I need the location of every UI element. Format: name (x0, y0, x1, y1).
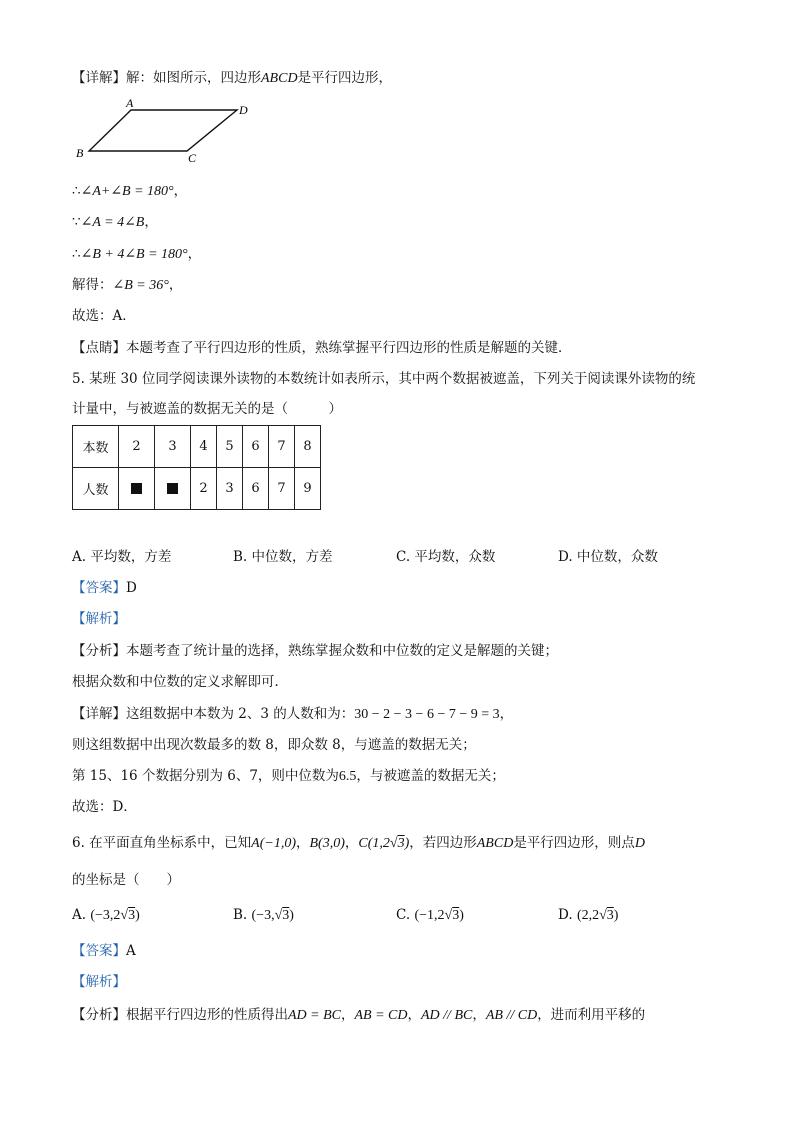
vertex-d-label: D (239, 103, 248, 117)
detail-tag: 【详解】 (72, 706, 126, 722)
parallelogram-shape (89, 110, 237, 151)
q5-analysis-tag: 【解析】 (72, 611, 126, 627)
step-suffix: ， (168, 277, 183, 293)
detail-tag: 【详解】 (72, 70, 126, 86)
detail-suffix: ，与被遮盖的数据无关； (356, 768, 505, 784)
vertex-c-label: C (188, 151, 197, 165)
option-radicand: 3 (282, 908, 290, 923)
point-c-pre: C(1,2 (358, 836, 390, 851)
option-radicand: 3 (128, 908, 136, 923)
detail-text: 第 15、16 个数据分别为 6、7，则中位数为 (72, 768, 339, 784)
fenxi-math: AB = CD (354, 1008, 408, 1023)
step-prefix: 解得： (72, 277, 113, 293)
fenxi-math: AD = BC (288, 1008, 341, 1023)
q5-answer-line (72, 578, 137, 598)
table-cell: 6 (243, 468, 269, 510)
q5-option-d: D. 中位数，众数 (558, 549, 658, 565)
point-a: A(−1,0) (251, 836, 296, 851)
covered-square-icon (167, 483, 178, 494)
q6-analysis-tag: 【解析】 (72, 974, 126, 990)
choice-line: 故选：A． (72, 308, 136, 324)
table-cell: 7 (269, 468, 295, 510)
step-prefix: ∵ (72, 214, 81, 230)
table-cell: 9 (295, 468, 321, 510)
option-post: ) (459, 908, 464, 923)
point-b: B(3,0) (309, 836, 345, 851)
q5-detail-line-3 (72, 766, 505, 787)
option-value: (2,2√3) (576, 908, 619, 923)
table-cell: 3 (155, 426, 191, 468)
option-pre: (2,2 (576, 908, 600, 923)
option-pre: (−1,2 (414, 908, 445, 923)
q5-fenxi-line-2: 根据众数和中位数的定义求解即可． (72, 674, 288, 690)
table-cell: 2 (119, 426, 155, 468)
q6-option-a (72, 905, 140, 926)
detail-text: 解：如图所示，四边形 (126, 70, 261, 86)
option-radicand: 3 (452, 908, 460, 923)
table-cell: 6 (243, 426, 269, 468)
q6-option-c (396, 905, 464, 926)
table-cell: 2 (191, 468, 217, 510)
q6-fenxi-line: 【分析】根据平行四边形的性质得出AD = BC，AB = CD，AD // BC，AB // CD，进而利用平移的 (72, 1007, 646, 1023)
fenxi-text: ，进而利用平移的 (537, 1007, 646, 1023)
q6-option-b (233, 905, 294, 926)
covered-cell (119, 468, 155, 510)
answer-value: A (126, 943, 136, 959)
option-post: ) (135, 908, 140, 923)
q6-text: 是平行四边形，则点 (513, 835, 635, 851)
q5-fenxi-line (72, 641, 558, 661)
q6-answer-line (72, 941, 136, 961)
q5-option-a: A. 平均数，方差 (72, 549, 172, 565)
step-math: ∠B = 36° (112, 278, 169, 293)
detail-text: 这组数据中本数为 2、3 的人数和为： (126, 706, 355, 722)
option-post: ) (613, 908, 619, 923)
comment-text: 本题考查了平行四边形的性质，熟练掌握平行四边形的性质是解题的关键． (126, 340, 572, 356)
table-cell: 3 (217, 468, 243, 510)
step-suffix: ， (144, 214, 158, 230)
quad-name: ABCD (261, 71, 298, 86)
option-label: D. (558, 907, 573, 923)
fenxi-tag: 【分析】 (72, 1007, 126, 1023)
table-row (73, 426, 321, 468)
answer-value: D (126, 580, 137, 596)
table-head-cell: 本数 (73, 426, 119, 468)
option-label: B. (233, 907, 248, 923)
q5-detail-line-2: 则这组数据中出现次数最多的数 8，即众数 8，与遮盖的数据无关； (72, 737, 476, 753)
q6-text: 6. 在平面直角坐标系中，已知 (72, 835, 252, 851)
fenxi-math: AB // CD (485, 1008, 538, 1023)
step-math: ∠A = 4∠B (80, 215, 145, 230)
point-c-post: ) (404, 836, 410, 851)
q5-stem-1: 5. 某班 30 位同学阅读课外读物的本数统计如表所示，其中两个数据被遮盖，下列关于阅读课外读物的统 (72, 371, 696, 387)
quad-name: ABCD (476, 836, 514, 851)
option-pre: (−3,2 (90, 908, 121, 923)
fenxi-tag: 【分析】 (72, 643, 126, 659)
step-math: ∠B + 4∠B = 180° (80, 247, 188, 262)
option-label: C. (396, 907, 411, 923)
vertex-b-label: B (76, 146, 84, 160)
step-line (72, 212, 158, 233)
detail-math: 6.5 (338, 769, 357, 784)
fenxi-text: 本题考查了统计量的选择，熟练掌握众数和中位数的定义是解题的关键； (126, 643, 558, 659)
q5-option-b: B. 中位数，方差 (233, 549, 333, 565)
answer-tag: 【答案】 (72, 580, 126, 596)
step-prefix: ∴ (72, 246, 81, 262)
parallelogram-figure (72, 98, 262, 168)
detail-line-1 (72, 68, 392, 89)
q6-option-d (558, 905, 618, 926)
option-value: (−3,2√3) (90, 908, 140, 923)
option-value: (−3,√3) (251, 908, 294, 923)
option-pre: (−3, (251, 908, 275, 923)
table-cell: 5 (217, 426, 243, 468)
detail-math: 30 − 2 − 3 − 6 − 7 − 9 = 3 (354, 707, 500, 722)
fenxi-math: AD // BC (421, 1008, 473, 1023)
q5-detail-line-1 (72, 704, 513, 725)
fenxi-text: 根据平行四边形的性质得出 (126, 1007, 288, 1023)
step-line (72, 275, 182, 296)
vertex-a-label: A (126, 98, 134, 110)
option-label: A. (72, 907, 87, 923)
covered-cell (155, 468, 191, 510)
step-line (72, 181, 187, 202)
table-cell: 7 (269, 426, 295, 468)
q6-stem-2: 的坐标是（ ） (72, 872, 180, 888)
q5-stem-2: 计量中，与被遮盖的数据无关的是（ ） (72, 401, 342, 417)
comment-tag: 【点睛】 (72, 340, 126, 356)
comment-line (72, 338, 572, 358)
q5-table (72, 425, 321, 510)
table-head-cell: 人数 (73, 468, 119, 510)
q5-option-c: C. 平均数，众数 (396, 549, 496, 565)
point-d: D (634, 836, 645, 851)
q5-choice: 故选：D． (72, 799, 137, 815)
table-cell: 4 (191, 426, 217, 468)
table-row (73, 468, 321, 510)
q6-stem-1: 6. 在平面直角坐标系中，已知A(−1,0)，B(3,0)，C(1,2√3)，若四边形ABCD是平行四边形，则点D (72, 835, 645, 851)
step-suffix: ， (173, 183, 188, 199)
point-c: C(1,2√3) (358, 836, 410, 851)
step-line (72, 244, 201, 265)
answer-tag: 【答案】 (72, 943, 126, 959)
step-prefix: ∴ (72, 183, 81, 199)
covered-square-icon (131, 483, 142, 494)
option-radicand: 3 (606, 908, 614, 923)
table-cell: 8 (295, 426, 321, 468)
option-value: (−1,2√3) (414, 908, 464, 923)
step-suffix: ， (187, 246, 202, 262)
detail-suffix: ， (499, 706, 514, 722)
detail-text-2: 是平行四边形， (297, 70, 393, 86)
step-math: ∠A+∠B = 180° (80, 184, 174, 199)
point-c-radicand: 3 (397, 836, 405, 851)
option-post: ) (289, 908, 294, 923)
q6-text: ，若四边形 (409, 835, 477, 851)
